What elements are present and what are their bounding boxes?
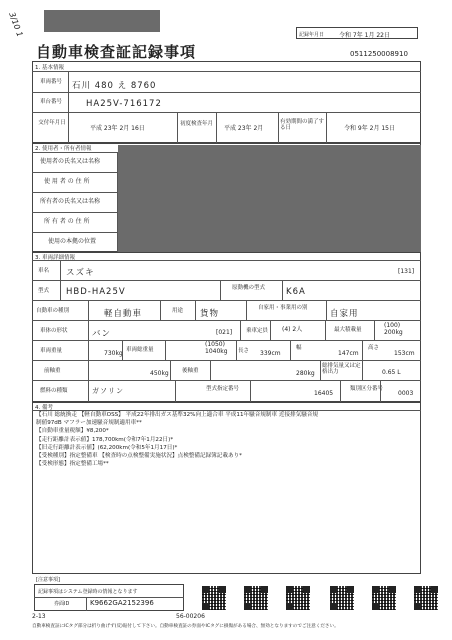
width-label: 幅 [296,345,302,351]
length-label: 長さ [238,348,250,354]
remarks-line: 【旧走行距離計表示値】(62,200km(令和5年1月17日)* [36,444,178,451]
remarks-line: 【石川 総統換走 【軽自動車OSS】 平成22年排出ガス基準32%向上適合車 平成11年騒音規制車 近接排気騒音規 [36,412,319,418]
section-basic-title: 1. 基本情報 [35,65,64,71]
rear-axle-value: 280kg [296,370,315,377]
section-remarks-title: 4. 備考 [35,405,53,411]
qr-code-icon [330,586,354,610]
use-label: 用途 [172,308,184,314]
expiry-value: 令和 9年 2月 15日 [344,125,395,132]
kind-label: 自動車の種別 [36,308,70,314]
shape-code: [021] [216,329,233,336]
category-value: 0003 [398,390,414,397]
weight-label: 車両重量 [40,348,63,354]
gross-value: (1050) 1040kg [205,341,228,355]
remarks-line: 【自動車重量税額】¥8,200* [36,428,109,435]
footer-left: 2-13 [32,613,46,620]
height-value: 153cm [394,350,415,357]
height-label: 高さ [368,345,380,351]
footer-text: 自動車検査証にICタグ部分は折り曲げず(反)貼付して下さい。自動車検査証の券面やICタグに損傷がある場合、無効となりますのでご注意ください。 [32,624,339,629]
handwritten-note: 3/10 1 [7,10,25,39]
reg-date-value: 平成 23年 2月 16日 [90,125,145,132]
model-value: HBD-HA25V [66,287,126,297]
owner-name-label: 所有者の氏名又は名称 [40,198,101,205]
weight-value: 730kg [104,350,123,357]
qr-code-icon [244,586,268,610]
footer-mid: 56-00206 [176,613,205,620]
kind-value: 軽自動車 [104,309,143,319]
chassis-label: 車台番号 [40,99,63,105]
fuel-label: 燃料の種類 [40,388,68,394]
displacement-value: 0.65 L [382,369,401,376]
maker-code: [131] [398,268,415,275]
length-value: 339cm [260,350,281,357]
plate-label: 車両番号 [40,79,63,85]
capacity-label: 乗車定員 [246,328,269,334]
type-cert-label: 型式指定番号 [206,386,240,392]
ic-label: 券面ID [54,601,70,607]
record-date-box [296,27,418,39]
remarks-line: 制値97dB マフラー加速騒音規制適用車** [36,420,142,427]
engine-label: 原動機の型式 [232,285,266,291]
engine-value: K6A [286,287,306,297]
ic-value: K9662GA2152396 [90,599,154,607]
notes-line1: 記録事項はシステム登録時の情報となります [38,589,138,595]
chassis-value: HA25V-716172 [86,99,162,109]
category-label: 類別区分番号 [350,386,384,392]
qr-code-icon [286,586,310,610]
shape-label: 車体の形状 [40,328,68,334]
redaction-header [44,10,160,32]
front-axle-label: 前軸重 [44,368,61,374]
notes-label: [注意事項] [36,577,60,583]
purpose-label: 自家用・事業用の別 [258,305,308,311]
first-reg-value: 平成 23年 2月 [224,125,264,132]
type-cert-value: 16405 [314,390,334,397]
use-value: 貨物 [200,309,220,319]
rear-axle-label: 後軸重 [182,368,199,374]
fuel-value: ガソリン [92,387,124,395]
capacity-value: (4) 2人 [282,326,303,333]
record-date-label: 記録年月日 [299,32,325,38]
maker-value: スズキ [66,268,95,278]
document-number: 0511250008910 [350,50,408,58]
displacement-label: 総排気量又は定格出力 [322,363,361,376]
record-date-value: 令和 7年 1月 22日 [339,32,390,39]
max-load-value: (100) 200kg [384,322,403,336]
shape-value: バン [92,329,112,339]
user-name-label: 使用者の氏名又は名称 [40,158,101,165]
owner-address-label: 所 有 者 の 住 所 [44,218,90,225]
base-location-label: 使用の本拠の位置 [48,238,97,245]
purpose-value: 自家用 [330,309,359,319]
plate-value: 石川 480 え 8760 [72,81,157,91]
gross-label: 車両総重量 [126,347,154,353]
user-address-label: 使 用 者 の 住 所 [44,178,90,185]
first-reg-label: 初度検査年月 [180,121,214,127]
remarks-line: 【受検種別】指定整備車 【検査時の点検整備実施状況】点検整備記録簿記載あり* [36,453,242,460]
redaction-owner [118,145,421,252]
reg-date-label: 交付年月日 [38,120,66,126]
remarks-list [36,411,318,468]
front-axle-value: 450kg [150,370,169,377]
expiry-label: 有効期間の満了する日 [280,119,325,132]
remarks-line: 【走行距離計表示値】178,700km(令和7年1月22日)* [36,436,174,443]
qr-code-icon [202,586,226,610]
maker-label: 車名 [38,268,50,274]
max-load-label: 最大積載量 [334,327,362,333]
qr-code-icon [372,586,396,610]
remarks-line: 【受検形態】指定整備工場** [36,461,109,468]
model-label: 型式 [38,288,50,294]
qr-code-icon [414,586,438,610]
section-owner-title: 2. 使用者・所有者情報 [35,146,92,152]
document-title: 自動車検査証記録事項 [36,43,197,61]
width-value: 147cm [338,350,359,357]
section-vehicle-title: 3. 車両詳細情報 [35,255,75,261]
